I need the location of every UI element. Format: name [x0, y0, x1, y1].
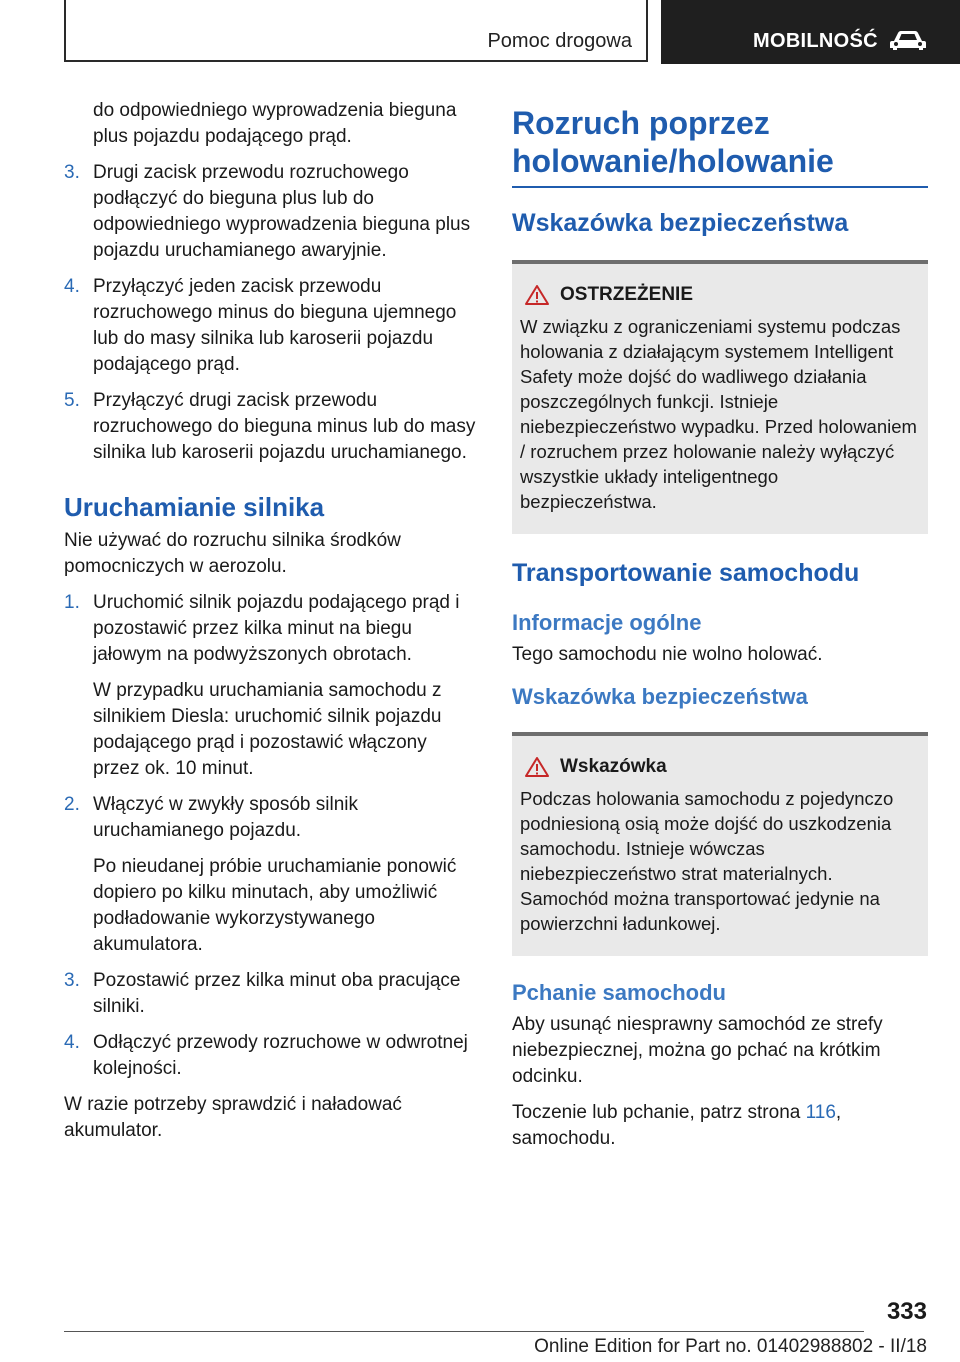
warning-triangle-icon	[524, 756, 550, 778]
step-continuation: do odpowiedniego wyprowadzenia bieguna plus pojazdu podającego prąd.	[93, 100, 457, 147]
step-item	[64, 160, 478, 264]
left-column	[64, 98, 478, 1154]
pushing-text: Aby usunąć niesprawny samochód ze strefy niebezpiecznej, można go pchać na krótkim odcinku.	[512, 1014, 883, 1087]
step-item	[64, 274, 478, 378]
step-note: Po nieudanej próbie uruchamianie ponowić dopiero po kilku minutach, aby umożliwić podładowanie wykorzystywanego akumulatora.	[93, 856, 457, 955]
header-chapter-tab	[661, 0, 960, 64]
step-item	[64, 792, 478, 958]
section-heading-engine-start: Uruchamianie silnika	[64, 492, 325, 522]
rolling-text	[512, 1100, 928, 1152]
step-note: W przypadku uruchamiania samochodu z silnikiem Diesla: uruchomić silnik pojazdu podającego prąd i pozostawić włączony przez ok. 10 minut.	[93, 680, 442, 779]
heading-rule	[512, 186, 928, 188]
step-number: 2.	[64, 794, 80, 815]
step-number: 4.	[64, 276, 80, 297]
step-number: 1.	[64, 592, 80, 613]
header-chapter-title: MOBILNOŚĆ	[753, 30, 878, 52]
section-intro: Nie używać do rozruchu silnika środków pomocniczych w aerozolu.	[64, 530, 401, 577]
header-section-tab	[64, 0, 648, 62]
step-text: Pozostawić przez kilka minut oba pracujące silniki.	[93, 970, 461, 1017]
step-text: Przyłączyć drugi zacisk przewodu rozruchowego do bieguna minus lub do masy silnika lub karoserii pojazdu uruchamianego.	[93, 390, 476, 463]
step-text: Odłączyć przewody rozruchowe w odwrotnej kolejności.	[93, 1032, 468, 1079]
general-info-text: Tego samochodu nie wolno holować.	[512, 644, 823, 665]
step-text: Uruchomić silnik pojazdu podającego prąd i pozostawić przez kilka minut na biegu jałowym na podwyższonych obrotach.	[93, 592, 460, 665]
warning-triangle-icon	[524, 284, 550, 306]
general-info-heading: Informacje ogólne	[512, 610, 702, 635]
page-reference-link[interactable]: 116	[805, 1102, 836, 1123]
step-item	[64, 590, 478, 782]
rolling-text-after: , samochodu.	[512, 1102, 842, 1149]
step-number: 4.	[64, 1032, 80, 1053]
warning-title: OSTRZEŻENIE	[560, 284, 694, 305]
transport-heading: Transportowanie samochodu	[512, 559, 860, 587]
safety-heading-2: Wskazówka bezpieczeństwa	[512, 684, 808, 709]
note-title: Wskazówka	[560, 756, 667, 777]
footer-edition: Online Edition for Part no. 01402988802 - II/18	[534, 1336, 927, 1357]
step-text: Drugi zacisk przewodu rozruchowego podłączyć do bieguna plus lub do odpowiedniego wyprowadzenia bieguna plus pojazdu uruchamianego awaryjnie.	[93, 162, 471, 261]
header-section-title: Pomoc drogowa	[487, 30, 632, 52]
step-number: 5.	[64, 390, 80, 411]
note-text: Podczas holowania samochodu z pojedynczo podniesioną osią może dojść do uszkodzenia samochodu. Istnieje wówczas niebezpieczeństwo strat materialnych. Samochód można transportować jedynie na powierzchni ładunkowej.	[520, 788, 894, 934]
closing-paragraph: W razie potrzeby sprawdzić i naładować akumulator.	[64, 1094, 402, 1141]
step-item	[64, 388, 478, 466]
rolling-text-before: Toczenie lub pchanie, patrz strona	[512, 1102, 806, 1123]
step-text: Włączyć w zwykły sposób silnik uruchamianego pojazdu.	[93, 794, 358, 841]
footer-rule	[64, 1331, 864, 1332]
safety-heading: Wskazówka bezpieczeństwa	[512, 209, 849, 237]
pushing-heading: Pchanie samochodu	[512, 980, 726, 1005]
right-column	[512, 104, 928, 1162]
step-item	[64, 1030, 478, 1082]
chapter-heading: Rozruch poprzez holowanie/holowanie	[512, 105, 834, 179]
warning-title-row	[524, 282, 920, 308]
warning-box	[512, 260, 928, 534]
page-number: 333	[886, 1298, 927, 1325]
note-box	[512, 732, 928, 956]
car-icon	[889, 28, 927, 52]
step-number: 3.	[64, 970, 80, 991]
step-text: Przyłączyć jeden zacisk przewodu rozruchowego minus do bieguna ujemnego lub do masy silnika lub karoserii pojazdu podającego prąd.	[93, 276, 457, 375]
step-number: 3.	[64, 162, 80, 183]
note-title-row	[524, 754, 920, 780]
warning-text: W związku z ograniczeniami systemu podczas holowania z działającym systemem Intelligent Safety może dojść do wadliwego działania poszczególnych funkcji. Istnieje niebezpieczeństwo wypadku. Przed holowaniem / rozruchem przez holowanie należy wyłączyć wszystkie układy inteligentnego bezpieczeństwa.	[520, 316, 917, 512]
step-item	[64, 968, 478, 1020]
